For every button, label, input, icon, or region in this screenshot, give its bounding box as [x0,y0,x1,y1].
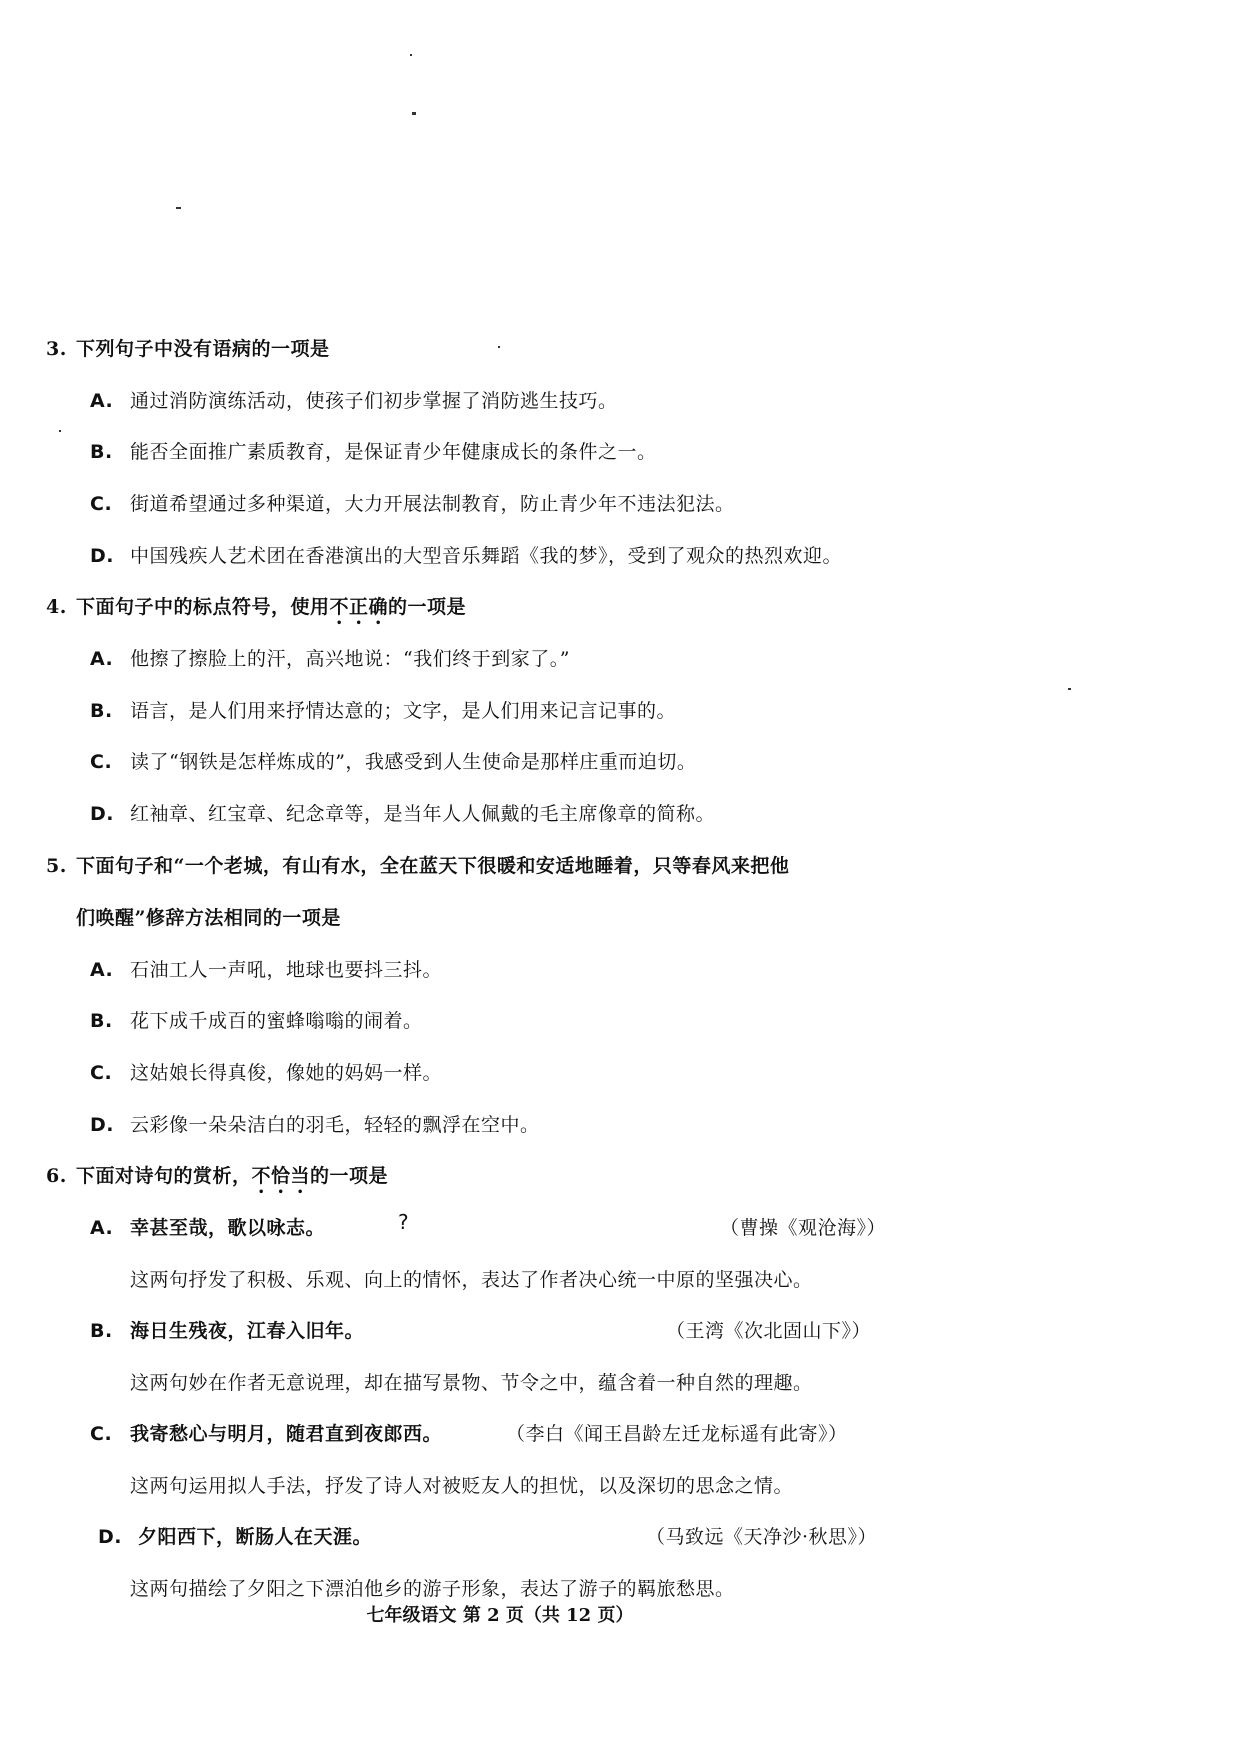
stray-question-mark: ? [398,1210,409,1234]
question-number: 3. [46,338,67,360]
q5-option-d: D. 云彩像一朵朵洁白的羽毛，轻轻的飘浮在空中。 [90,1114,540,1136]
question-number: 4. [46,596,67,618]
q6-option-c: C. 我寄愁心与明月，随君直到夜郎西。 [90,1423,443,1445]
q4-option-d: D. 红袖章、红宝章、纪念章等，是当年人人佩戴的毛主席像章的简称。 [90,803,716,825]
q5-option-b: B. 花下成千成百的蜜蜂嗡嗡的闹着。 [90,1010,423,1032]
question-text: 下列句子中没有语病的一项是 [76,338,330,360]
q6-option-b-analysis: 这两句妙在作者无意说理，却在描写景物、节令之中，蕴含着一种自然的理趣。 [130,1372,813,1394]
q6-option-b: B. 海日生残夜，江春入旧年。 [90,1320,365,1342]
q4-option-a: A. 他擦了擦脸上的汗，高兴地说：“我们终于到家了。” [90,648,570,670]
question-6-stem: 6. 下面对诗句的赏析，不恰当的一项是 [46,1165,389,1187]
question-number: 5. [46,855,67,877]
q4-option-c: C. 读了“钢铁是怎样炼成的”，我感受到人生使命是那样庄重而迫切。 [90,751,697,773]
q6-option-c-analysis: 这两句运用拟人手法，抒发了诗人对被贬友人的担忧，以及深切的思念之情。 [130,1475,794,1497]
q6-option-c-source: （李白《闻王昌龄左迁龙标遥有此寄》） [506,1423,848,1445]
page-footer: 七年级语文 第 2 页（共 12 页） [366,1605,634,1626]
emphasis-text: 不恰当 [251,1165,311,1187]
scan-speck [412,112,416,115]
q6-option-d-analysis: 这两句描绘了夕阳之下漂泊他乡的游子形象，表达了游子的羁旅愁思。 [130,1578,735,1600]
question-4-stem: 4. 下面句子中的标点符号，使用不正确的一项是 [46,596,467,618]
q6-option-a-source: （曹操《观沧海》） [720,1217,887,1239]
q3-option-c: C. 街道希望通过多种渠道，大力开展法制教育，防止青少年不违法犯法。 [90,493,735,515]
q6-option-a: A. 幸甚至哉，歌以咏志。 [90,1217,326,1239]
question-3-stem [46,334,330,361]
q5-option-c: C. 这姑娘长得真俊，像她的妈妈一样。 [90,1062,443,1084]
scan-speck [410,54,412,56]
scan-speck [1068,688,1071,690]
question-number: 6. [46,1165,67,1187]
emphasis-text: 不正确 [329,596,389,618]
question-5-stem-cont: 们唤醒”修辞方法相同的一项是 [76,907,341,929]
q5-option-a: A. 石油工人一声吼，地球也要抖三抖。 [90,959,443,981]
q6-option-a-analysis: 这两句抒发了积极、乐观、向上的情怀，表达了作者决心统一中原的坚强决心。 [130,1269,813,1291]
q6-option-b-source: （王湾《次北固山下》） [666,1320,872,1342]
q3-option-d: D. 中国残疾人艺术团在香港演出的大型音乐舞蹈《我的梦》，受到了观众的热烈欢迎。 [90,545,843,567]
scan-speck [59,430,61,432]
q4-option-b: B. 语言，是人们用来抒情达意的；文字，是人们用来记言记事的。 [90,700,677,722]
q3-option-b: B. 能否全面推广素质教育，是保证青少年健康成长的条件之一。 [90,441,657,463]
scan-speck [498,346,500,348]
q3-option-a: A. 通过消防演练活动，使孩子们初步掌握了消防逃生技巧。 [90,390,618,412]
question-5-stem: 5. 下面句子和“一个老城，有山有水，全在蓝天下很暖和安适地睡着，只等春风来把他 [46,855,790,877]
scan-speck [176,207,181,209]
q6-option-d: D. 夕阳西下，断肠人在天涯。 [98,1526,373,1548]
q6-option-d-source: （马致远《天净沙·秋思》） [646,1526,878,1548]
